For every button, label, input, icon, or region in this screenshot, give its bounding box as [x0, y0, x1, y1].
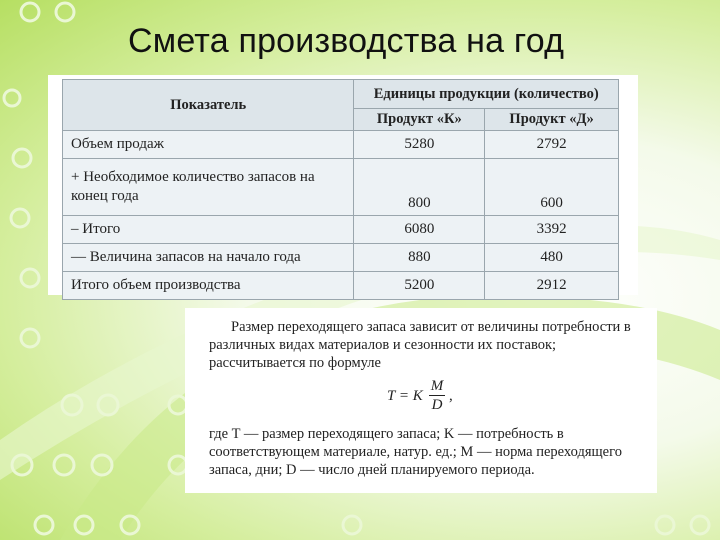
cell-product-d: 600 — [485, 159, 619, 216]
formula-lhs: T = K — [387, 388, 423, 404]
formula-denominator: D — [431, 397, 443, 413]
table-row — [63, 244, 619, 272]
cell-product-d: 3392 — [485, 216, 619, 244]
formula-comma: , — [449, 388, 453, 404]
formula-fraction — [429, 377, 445, 414]
header-product-d: Продукт «Д» — [485, 109, 619, 131]
production-budget-table-card — [48, 75, 638, 295]
header-indicator: Показатель — [63, 80, 354, 131]
row-label: Объем продаж — [63, 131, 354, 159]
table-row — [63, 216, 619, 244]
cell-product-k: 5280 — [354, 131, 485, 159]
cell-product-k: 880 — [354, 244, 485, 272]
table-row — [63, 272, 619, 300]
cell-product-d: 2912 — [485, 272, 619, 300]
cell-product-d: 2792 — [485, 131, 619, 159]
slide-title: Смета производства на год — [128, 22, 565, 60]
table-header-row — [63, 80, 619, 109]
production-budget-table — [62, 79, 619, 300]
table-row — [63, 131, 619, 159]
table-row — [63, 159, 619, 216]
formula-note-card — [185, 308, 657, 493]
stock-formula — [387, 377, 477, 415]
cell-product-k: 5200 — [354, 272, 485, 300]
note-paragraph-intro: Размер переходящего запаса зависит от величины потребности в различных видах материалов и сезонности их поставок; рассчитывается по формуле — [209, 319, 631, 371]
row-label: — Величина запасов на начало года — [63, 244, 354, 272]
cell-product-k: 800 — [354, 159, 485, 216]
cell-product-k: 6080 — [354, 216, 485, 244]
row-label: Итого объем производства — [63, 272, 354, 300]
cell-product-d: 480 — [485, 244, 619, 272]
header-product-k: Продукт «К» — [354, 109, 485, 131]
row-label: + Необходимое количество запасов на конец года — [63, 159, 354, 216]
note-paragraph-definitions: где T — размер переходящего запаса; K — потребность в соответствующем материале, натур. ед.; M — норма переходящего запаса, дни; D — число дней планируемого периода. — [209, 426, 622, 478]
header-units-group: Единицы продукции (количество) — [354, 80, 619, 109]
row-label: – Итого — [63, 216, 354, 244]
formula-numerator: M — [430, 378, 444, 394]
